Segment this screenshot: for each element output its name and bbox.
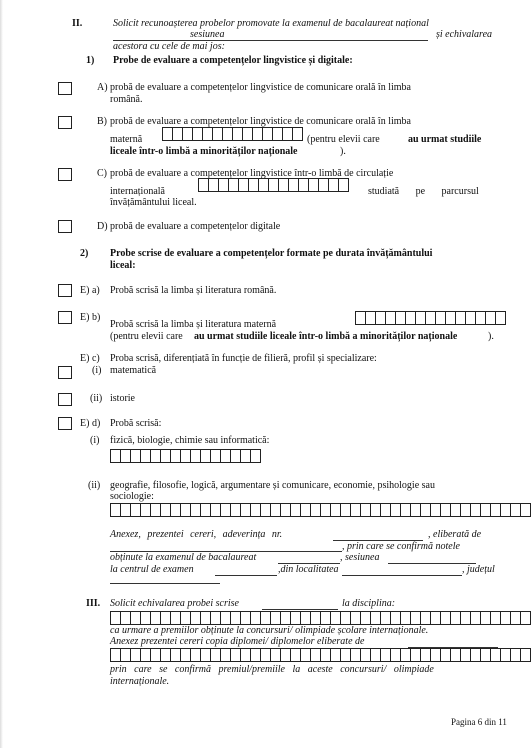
item-b-text-1: probă de evaluare a competențelor lingvistice de comunicare orală în limba xyxy=(110,116,411,127)
checkbox-a[interactable] xyxy=(58,82,72,95)
attach-line3b: , sesiunea xyxy=(340,552,380,563)
checkbox-e-b[interactable] xyxy=(58,311,72,324)
item-b-text-4b: ). xyxy=(340,146,346,157)
section-2-intro-session: sesiunea xyxy=(190,29,225,40)
checkbox-e-a[interactable] xyxy=(58,284,72,297)
item-e-d-label: E) d) xyxy=(80,418,101,429)
section-3-line4: prin care se confirmă premiul/premiile la aceste concursuri/ olimpiade xyxy=(110,664,434,675)
item-e-d-i-text: fizică, biologie, chimie sau informatică: xyxy=(110,435,270,446)
section-3-line2: ca urmare a premiilor obținute la concursuri/ olimpiade școlare internaționale. xyxy=(110,625,429,636)
item-d-label: D) xyxy=(97,221,108,232)
item-e-c-text: Proba scrisă, diferențiată în funcție de filieră, profil și specializare: xyxy=(110,353,377,364)
item-c-text-2: internațională xyxy=(110,186,165,197)
item-a-text-1: probă de evaluare a competențelor lingvistice de comunicare orală în limba xyxy=(110,82,411,93)
locality-blank[interactable] xyxy=(342,575,462,576)
part-2-title-1: Probe scrise de evaluare a competențelor formate pe durata învățământului xyxy=(110,248,433,259)
item-e-d-ii-text-1: geografie, filosofie, logică, argumentare și comunicare, economie, psihologie sau xyxy=(110,480,435,491)
attach-line4c: , județul xyxy=(462,564,495,575)
checkbox-c[interactable] xyxy=(58,168,72,181)
attach-line4a: la centrul de examen xyxy=(110,564,194,575)
section-2-intro-line1: Solicit recunoașterea probelor promovate la examenul de bacalaureat național xyxy=(113,18,429,29)
item-c-text-3: studiată pe parcursul xyxy=(368,186,479,197)
session-blank-2[interactable] xyxy=(228,40,428,41)
attach-line1a: Anexez, prezentei cereri, adeverința nr. xyxy=(110,529,283,540)
item-b-text-3b: au urmat studiile xyxy=(408,134,482,145)
item-c-text-1: probă de evaluare a competențelor lingvistice într-o limbă de circulație xyxy=(110,168,394,179)
maternal-language-grid[interactable] xyxy=(162,127,303,141)
item-c-label: C) xyxy=(97,168,107,179)
scan-edge xyxy=(0,0,3,748)
section-3-line5: internaționale. xyxy=(110,676,170,687)
item-e-d-ii-label: (ii) xyxy=(88,480,101,491)
written-exam-blank[interactable] xyxy=(262,609,338,610)
part-2-title-2: liceal: xyxy=(110,260,136,271)
item-b-text-4: liceale într-o limbă a minorităților naționale xyxy=(110,146,298,157)
item-e-c-ii-label: (ii) xyxy=(90,393,103,404)
attach-line1b: , eliberată de xyxy=(428,529,482,540)
item-c-text-4: învățământului liceal. xyxy=(110,197,197,208)
checkbox-e-c-i[interactable] xyxy=(58,366,72,379)
section-3-number: III. xyxy=(86,598,101,609)
item-b-label: B) xyxy=(97,116,107,127)
section-2-intro-equiv: și echivalarea xyxy=(436,29,493,40)
item-b-text-2: maternă xyxy=(110,134,143,145)
attach-line3a: obținute la examenul de bacalaureat xyxy=(110,552,257,563)
section-3-line1a: Solicit echivalarea probei scrise xyxy=(110,598,239,609)
checkbox-e-d[interactable] xyxy=(58,417,72,430)
part-1-title: Probe de evaluare a competențelor lingvistice și digitale: xyxy=(113,55,353,66)
item-b-text-3: (pentru elevii care xyxy=(307,134,380,145)
item-e-a-text: Probă scrisă la limba și literatura română. xyxy=(110,285,277,296)
part-1-number: 1) xyxy=(86,55,95,66)
section-2-intro-line3: acestora cu cele de mai jos: xyxy=(113,41,225,52)
maternal-written-grid[interactable] xyxy=(355,311,506,325)
checkbox-d[interactable] xyxy=(58,220,72,233)
section-2-number: II. xyxy=(72,18,83,29)
section-3-line3: Anexez prezentei cereri copia diplomei/ diplomelor eliberate de xyxy=(110,636,365,647)
item-e-a-label: E) a) xyxy=(80,285,100,296)
item-e-c-label: E) c) xyxy=(80,353,100,364)
item-e-b-text-2: (pentru elevii care xyxy=(110,331,183,342)
item-e-d-ii-text-2: sociologie: xyxy=(110,491,154,502)
item-d-text-1: probă de evaluare a competențelor digitale xyxy=(110,221,281,232)
section-3-line1b: la disciplina: xyxy=(342,598,396,609)
county-blank[interactable] xyxy=(110,583,220,584)
checkbox-b[interactable] xyxy=(58,116,72,129)
diploma-issuer-grid[interactable] xyxy=(110,648,531,662)
part-2-number: 2) xyxy=(80,248,89,259)
item-e-b-text-2c: ). xyxy=(488,331,494,342)
item-e-b-text-1: Probă scrisă la limba și literatura maternă xyxy=(110,319,277,330)
item-e-d-text: Probă scrisă: xyxy=(110,418,162,429)
checkbox-e-c-ii[interactable] xyxy=(58,393,72,406)
page-number: Pagina 6 din 11 xyxy=(451,717,507,727)
item-a-label: A) xyxy=(97,82,108,93)
item-e-b-text-2b: au urmat studiile liceale într-o limbă a minorităților naționale xyxy=(194,331,458,342)
item-e-c-ii-text: istorie xyxy=(110,393,135,404)
item-e-c-i-text: matematică xyxy=(110,365,157,376)
humanities-subject-grid[interactable] xyxy=(110,503,531,517)
exam-center-blank[interactable] xyxy=(215,575,277,576)
item-e-c-i-label: (i) xyxy=(92,365,102,376)
attach-line4b: ,din localitatea xyxy=(278,564,339,575)
item-e-d-i-label: (i) xyxy=(90,435,100,446)
discipline-grid[interactable] xyxy=(110,611,531,625)
international-language-grid[interactable] xyxy=(198,178,349,192)
science-subject-grid[interactable] xyxy=(110,449,261,463)
item-a-text-2: română. xyxy=(110,94,143,105)
attach-line2: , prin care se confirmă notele xyxy=(342,541,460,552)
item-e-b-label: E) b) xyxy=(80,312,101,323)
